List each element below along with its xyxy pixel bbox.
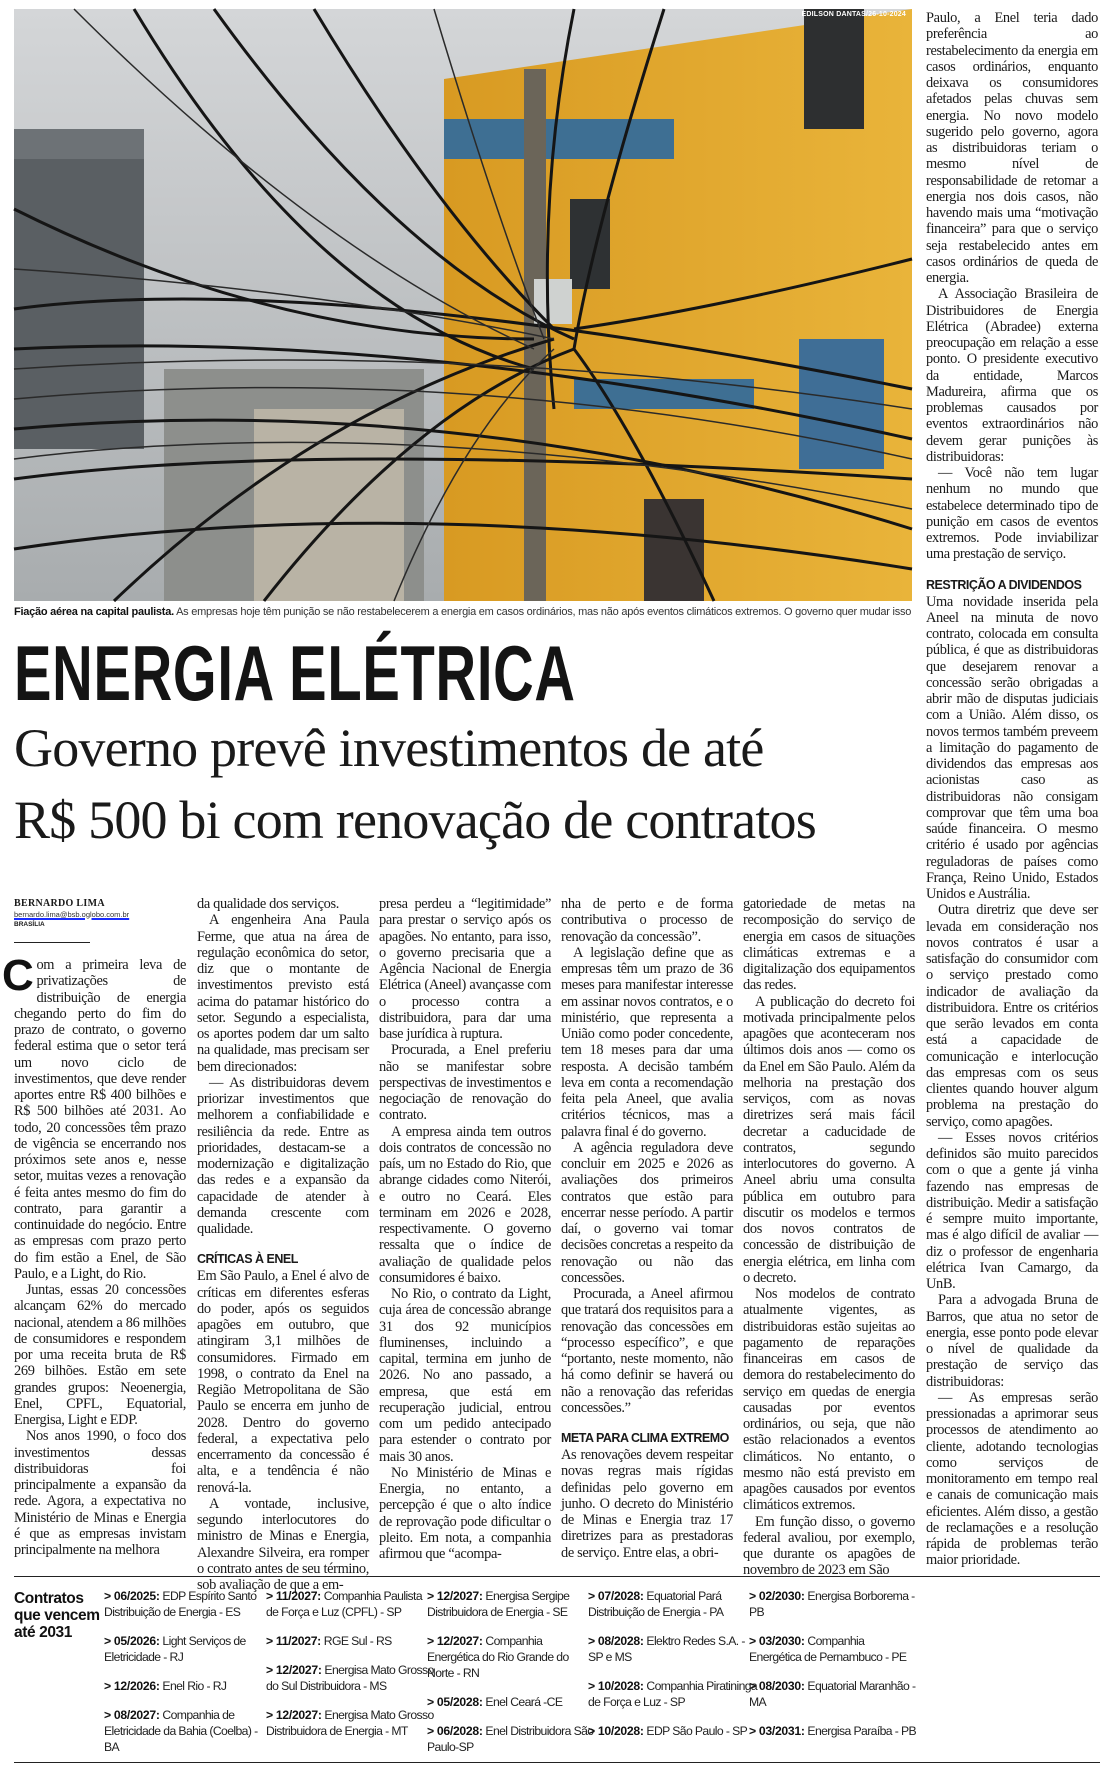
- contract-date: > 08/2028:: [588, 1634, 644, 1648]
- caption-bold: Fiação aérea na capital paulista.: [14, 606, 174, 618]
- box-top-divider: [14, 1576, 1100, 1577]
- article-paragraph: [743, 1514, 915, 1579]
- article-paragraph: [197, 1268, 369, 1496]
- contract-item: [104, 1633, 274, 1665]
- contract-item: [266, 1633, 436, 1649]
- article-paragraph: [926, 286, 1098, 465]
- paragraph-text: Paulo, a Enel teria dado preferência ao restabelecimento da energia em casos ordinários, enquanto deixava os consumidores afetados pelas chuvas sem energia. No novo modelo sugerido pelo governo, agora as distribuidoras teriam o mesmo nível de responsabilidade de retomar a energia nos dois casos, não havendo mais uma “motivação financeira” para que o serviço seja restabelecido antes em casos ordinários de queda de energia.: [926, 10, 1098, 286]
- article-paragraph: [379, 1124, 551, 1287]
- contract-company: Equatorial Pará Distribuição de Energia - PA: [588, 1589, 724, 1619]
- paragraph-text: No Rio, o contrato da Light, cuja área de concessão abrange 31 dos 92 municípios fluminenses, incluindo a capital, termina em junho de 2026. No ano passado, a empresa, que está em recuperação judicial, entrou com um pedido antecipado para estender o contrato por mais 30 anos.: [379, 1286, 551, 1465]
- paragraph-text: om a primeira leva de privatizações de distribuição de energia chegando perto do fim do prazo de contrato, o governo federal estima que o setor terá um novo ciclo de investimentos, que deve render aportes entre R$ 400 bilhões e R$ 500 bilhões até 2031. Ao todo, 20 concessões têm prazo de vigência se encerrando nos próximos sete anos e, nesse setor, muitas vezes a renovação é feita antes mesmo do fim do contrato, para garantir a continuidade do negócio. Entre as empresas com prazo perto do fim estão a Enel, de São Paulo, e a Light, do Rio.: [14, 957, 186, 1282]
- contract-item: [427, 1723, 597, 1755]
- contract-date: > 11/2027:: [266, 1634, 321, 1648]
- contract-company: Light Serviços de Eletricidade - RJ: [104, 1634, 246, 1664]
- paragraph-text: Em função disso, o governo federal avaliou, por exemplo, que durante os apagões de novembro de 2023 em São: [743, 1513, 915, 1579]
- contract-item: [266, 1662, 436, 1694]
- contract-item: [427, 1633, 597, 1681]
- contract-company: Companhia Energética de Pernambuco - PE: [749, 1634, 907, 1664]
- paragraph-text: Procurada, a Aneel afirmou que tratará dos requisitos para a renovação das concessões em “processo específico”, e que “portanto, neste momento, não há como definir se haverá ou não a renovação das referidas concessões.”: [561, 1286, 733, 1416]
- paragraph-text: Uma novidade inserida pela Aneel na minuta de novo contrato, colocada em consulta pública, é que as distribuidoras que desejarem renovar a concessão serão obrigadas a abrir mão de disputas judiciais com a União. Além disso, os novos termos também preveem a limitação do pagamento de dividendos das empresas aos acionistas caso as distribuidoras não consigam comprovar que têm uma boa saúde financeira. O mesmo critério é usado por agências reguladoras de países como França, Reino Unido, Estados Unidos e Austrália.: [926, 593, 1098, 902]
- article-paragraph: [379, 1286, 551, 1465]
- headline-line-2: R$ 500 bi com renovação de contratos: [14, 790, 816, 850]
- contract-company: Elektro Redes S.A. - SP e MS: [588, 1634, 745, 1664]
- paragraph-text: Procurada, a Enel preferiu não se manifestar sobre perspectivas de investimentos e negociação de renovação do contrato.: [379, 1042, 551, 1124]
- paragraph-text: A empresa ainda tem outros dois contratos de concessão no país, um no Estado do Rio, que abrange cidades como Niterói, e outro no Ceará. Eles terminam em 2026 e 2028, respectivamente. O governo ressalta que o índice de avaliação de qualidade pelos consumidores é baixo.: [379, 1123, 551, 1286]
- contract-date: > 05/2026:: [104, 1634, 160, 1648]
- contract-item: [749, 1588, 919, 1620]
- article-paragraph: [197, 896, 369, 912]
- paragraph-text: A vontade, inclusive, segundo interlocutores do ministro de Minas e Energia, Alexandre Silveira, era romper o contrato antes de seu término, sob avaliação de que a em-: [197, 1495, 369, 1593]
- contracts-column: [749, 1588, 919, 1739]
- article-paragraph: [379, 896, 551, 1042]
- contract-date: > 03/2031:: [749, 1724, 805, 1738]
- paragraph-text: Nos anos 1990, o foco dos investimentos dessas distribuidoras foi principalmente a expansão da rede. Agora, a expectativa no Ministério de Minas e Energia é que as empresas invistam principalmente na melhora: [14, 1428, 186, 1558]
- contracts-column: [588, 1588, 758, 1739]
- contract-item: [588, 1723, 758, 1739]
- article-paragraph: [743, 1286, 915, 1514]
- paragraph-text: nha de perto e de forma contributiva o processo de renovação da concessão”.: [561, 896, 733, 945]
- article-paragraph: [926, 594, 1098, 903]
- contract-company: Energisa Paraíba - PB: [804, 1724, 917, 1738]
- photo-overhead-wiring: [14, 9, 912, 601]
- article-column-5: [743, 896, 915, 1579]
- contract-item: [749, 1723, 919, 1739]
- paragraph-text: — Esses novos critérios definidos são muito parecidos com o que a gente já vinha fazendo nas empresas de distribuição. Medir a satisfação é sempre muito importante, mas é algo difícil de avaliar — diz o professor de engenharia elétrica Ivan Camargo, da UnB.: [926, 1129, 1098, 1292]
- paragraph-text: A agência reguladora deve concluir em 2025 e 2026 as avaliações dos primeiros contratos que estão para encerrar nesse período. A partir daí, o governo vai tomar decisões concretas a respeito da renovação ou não das concessões.: [561, 1139, 733, 1286]
- article-column-1: [2, 951, 186, 1569]
- article-paragraph: [197, 1496, 369, 1594]
- author-email-link[interactable]: bernardo.lima@bsb.oglobo.com.br: [14, 910, 130, 919]
- article-column-6: [926, 10, 1098, 1570]
- contract-company: RGE Sul - RS: [320, 1634, 392, 1648]
- contract-date: > 10/2028:: [588, 1724, 644, 1738]
- contract-date: > 08/2030:: [749, 1679, 805, 1693]
- paragraph-text: Em São Paulo, a Enel é alvo de críticas em diferentes esferas do poder, após os seguidos apagões em outubro, que atingiram 3,1 milhões de consumidores. Firmado em 1998, o contrato da Enel na Região Metropolitana de São Paulo se encerra em junho de 2028. Dentro do governo federal, a expectativa pelo encerramento da concessão é alta, e a tendência é não renová-la.: [197, 1268, 369, 1496]
- paragraph-text: gatoriedade de metas na recomposição do serviço de energia em casos de situações climáticas extremas e a digitalização dos equipamentos das redes.: [743, 896, 915, 994]
- article-paragraph: [14, 1428, 186, 1558]
- contract-company: Enel Ceará -CE: [482, 1695, 563, 1709]
- article-column-4: [561, 896, 733, 1569]
- contract-date: > 12/2026:: [104, 1679, 160, 1693]
- article-paragraph: [561, 1286, 733, 1416]
- contract-company: Energisa Borborema - PB: [749, 1589, 915, 1619]
- contract-item: [104, 1707, 274, 1755]
- paragraph-text: — Você não tem lugar nenhum no mundo que estabelece determinado tipo de punição em casos de eventos extremos. Pode inviabilizar uma prestação de serviço.: [926, 465, 1098, 563]
- contract-item: [427, 1694, 597, 1710]
- contract-item: [588, 1678, 758, 1710]
- contract-date: > 06/2028:: [427, 1724, 483, 1738]
- photo-credit: EDILSON DANTAS/26-10-2024: [801, 11, 906, 18]
- paragraph-text: presa perdeu a “legitimidade” para prestar o serviço após os apagões. No entanto, para isso, o governo precisaria que a Agência Nacional de Energia Elétrica (Aneel) avançasse com o processo contra a distribuidora, para dar uma base jurídica à ruptura.: [379, 896, 551, 1042]
- contracts-column: [427, 1588, 597, 1755]
- contract-date: > 10/2028:: [588, 1679, 644, 1693]
- article-paragraph: [561, 896, 733, 945]
- article-paragraph: [379, 1042, 551, 1123]
- article-column-2: [197, 896, 369, 1593]
- contract-item: [749, 1633, 919, 1665]
- paragraph-text: Nos modelos de contrato atualmente vigentes, as distribuidoras estão sujeitas ao pagamento de reparações financeiras em casos de demora do restabelecimento do serviço em quedas de energia causadas por eventos ordinários, ou seja, que não estão relacionados a eventos climáticos. No entanto, o mesmo não está previsto em apagões causados por eventos climáticos extremos.: [743, 1286, 915, 1514]
- article-paragraph: [926, 902, 1098, 1130]
- contract-company: EDP São Paulo - SP: [643, 1724, 748, 1738]
- byline: [14, 898, 186, 943]
- contract-date: > 12/2027:: [427, 1634, 483, 1648]
- section-subheading: META PARA CLIMA EXTREMO: [561, 1431, 729, 1445]
- paragraph-text: A publicação do decreto foi motivada principalmente pelos apagões que aconteceram nos últimos dois anos — como os da Enel em São Paulo. Além da melhoria na prestação dos serviços, com as novas diretrizes será mais fácil decretar a caducidade de contratos, segundo interlocutores do governo. A Aneel abriu uma consulta pública em outubro para discutir os modelos e termos dos novos contratos de concessão de distribuição de energia elétrica, em linha com o decreto.: [743, 993, 915, 1286]
- paragraph-text: Para a advogada Bruna de Barros, que atua no setor de energia, esse ponto pode elevar o nível de qualidade da prestação de serviço das distribuidoras:: [926, 1292, 1098, 1390]
- paragraph-text: A legislação define que as empresas têm um prazo de 36 meses para manifestar interesse em assinar novos contratos, e o ministério, que representa a União como poder concedente, tem 18 meses para dar uma resposta. A decisão também leva em conta a recomendação feita pela Aneel, que avalia critérios técnicos, mas a palavra final é do governo.: [561, 944, 733, 1140]
- section-kicker: ENERGIA ELÉTRICA: [14, 629, 576, 717]
- section-subheading: CRÍTICAS À ENEL: [197, 1252, 298, 1267]
- contract-date: > 02/2030:: [749, 1589, 805, 1603]
- contract-date: > 07/2028:: [588, 1589, 644, 1603]
- contract-item: [266, 1588, 436, 1620]
- contract-item: [427, 1588, 597, 1620]
- contracts-expiring-box: [14, 1588, 1100, 1758]
- box-title: Contratos que vencem até 2031: [14, 1590, 100, 1641]
- paragraph-text: A Associação Brasileira de Distribuidores de Energia Elétrica (Abradee) externa preocupação em relação a esse ponto. O presidente executivo da entidade, Marcos Madureira, afirma que os problemas causados por eventos extraordinários não devem gerar punições às distribuidoras:: [926, 286, 1098, 465]
- contract-date: > 11/2027:: [266, 1589, 321, 1603]
- paragraph-text: — As empresas serão pressionadas a aprimorar seus processos de atendimento ao cliente, adotando tecnologias como serviços de monitoramento em tempo real e canais de comunicação mais eficientes. Além disso, a gestão de reclamações e a resolução rápida de problemas terão maior prioridade.: [926, 1389, 1098, 1569]
- contract-date: > 12/2027:: [266, 1708, 322, 1722]
- contract-company: Energisa Sergipe Distribuidora de Energia - SE: [427, 1589, 570, 1619]
- article-paragraph: [197, 912, 369, 1075]
- article-paragraph: [561, 945, 733, 1140]
- contract-date: > 05/2028:: [427, 1695, 483, 1709]
- article-paragraph: [926, 1390, 1098, 1569]
- contract-date: > 08/2027:: [104, 1708, 160, 1722]
- contract-item: [588, 1633, 758, 1665]
- paragraph-text: — As distribuidoras devem priorizar investimentos que melhorem a confiabilidade e resiliência da rede. Entre as prioridades, destacam-se a modernização e digitalização das redes e a expansão da capacidade de atender à demanda crescente com qualidade.: [197, 1074, 369, 1237]
- contract-item: [749, 1678, 919, 1710]
- paragraph-text: No Ministério de Minas e Energia, no entanto, a percepção é que o alto índice de reprovação pode dificultar o pleito. Em nota, a companhia afirmou que “acompa-: [379, 1464, 551, 1562]
- drop-cap: C: [2, 951, 34, 1000]
- article-photo: [14, 9, 912, 601]
- article-paragraph: [743, 896, 915, 994]
- article-paragraph: [561, 1140, 733, 1286]
- byline-divider: [14, 942, 90, 943]
- author-name: BERNARDO LIMA: [14, 898, 105, 909]
- contract-item: [266, 1707, 436, 1739]
- article-paragraph: [197, 1075, 369, 1238]
- article-paragraph: [14, 1282, 186, 1428]
- article-paragraph: [743, 994, 915, 1287]
- contract-company: Equatorial Maranhão - MA: [749, 1679, 916, 1709]
- contract-item: [104, 1678, 274, 1694]
- dateline-city: BRASÍLIA: [14, 921, 45, 928]
- box-bottom-divider: [14, 1762, 1100, 1763]
- contract-item: [104, 1588, 274, 1620]
- contract-date: > 12/2027:: [266, 1663, 322, 1677]
- article-paragraph: [926, 1130, 1098, 1293]
- contract-company: Companhia Energética do Rio Grande do Norte - RN: [427, 1634, 569, 1680]
- article-column-3: [379, 896, 551, 1569]
- contract-date: > 12/2027:: [427, 1589, 483, 1603]
- section-subheading: RESTRIÇÃO A DIVIDENDOS: [926, 577, 1082, 592]
- photo-caption: [14, 606, 914, 618]
- article-paragraph: [926, 10, 1098, 286]
- contract-item: [588, 1588, 758, 1620]
- contract-date: > 03/2030:: [749, 1634, 805, 1648]
- paragraph-text: Outra diretriz que deve ser levada em consideração nos novos contratos é usar a satisfação do consumidor com o serviço prestado como indicador de avaliação da distribuidora. Entre os critérios que serão levados em conta está a capacidade de comunicação e interlocução das empresas com os seus clientes quando houver algum problema na prestação do serviço, como apagões.: [926, 902, 1098, 1130]
- article-paragraph: [926, 1292, 1098, 1390]
- article-paragraph: [379, 1465, 551, 1563]
- paragraph-text: A engenheira Ana Paula Ferme, que atua na área de regulação econômica do setor, diz que o montante de investimentos previsto está acima do patamar histórico do setor. Segundo a especialista, os aportes podem dar um salto na qualidade, mas precisam ser bem direcionados:: [197, 912, 369, 1075]
- article-paragraph: [2, 951, 186, 1282]
- page-title: [14, 712, 914, 856]
- contract-company: Enel Rio - RJ: [159, 1679, 227, 1693]
- article-paragraph: [561, 1447, 733, 1561]
- paragraph-text: Juntas, essas 20 concessões alcançam 62% do mercado nacional, atendem a 86 milhões de consumidores e respondem por uma receita bruta de R$ 269 bilhões. Estão em sete grandes grupos: Neoenergia, Enel, CPFL, Equatorial, Energisa, Light e EDP.: [14, 1282, 186, 1428]
- contract-company: Energisa Mato Grosso Distribuidora de Energia - MT: [266, 1708, 434, 1738]
- contract-company: EDP Espírito Santo Distribuição de Energia - ES: [104, 1589, 257, 1619]
- article-paragraph: [926, 465, 1098, 563]
- contract-company: Companhia Paulista de Força e Luz (CPFL) - SP: [266, 1589, 423, 1619]
- contract-company: Energisa Mato Grosso do Sul Distribuidora - MS: [266, 1663, 434, 1693]
- paragraph-text: da qualidade dos serviços.: [197, 896, 339, 912]
- contract-company: Enel Distribuidora São Paulo-SP: [427, 1724, 594, 1754]
- contract-company: Companhia de Eletricidade da Bahia (Coelba) - BA: [104, 1708, 258, 1754]
- contract-date: > 06/2025:: [104, 1589, 160, 1603]
- caption-text: As empresas hoje têm punição se não restabelecerem a energia em casos ordinários, mas não após eventos climáticos extremos. O governo quer mudar isso: [173, 606, 912, 618]
- headline-line-1: Governo prevê investimentos de até: [14, 718, 764, 778]
- paragraph-text: As renovações devem respeitar novas regras mais rígidas definidas pelo governo em junho. O decreto do Ministério de Minas e Energia traz 17 diretrizes para as prestadoras de serviço. Entre elas, a obri-: [561, 1447, 733, 1561]
- contracts-column: [104, 1588, 274, 1755]
- contracts-column: [266, 1588, 436, 1739]
- contract-company: Companhia Piratininga de Força e Luz - SP: [588, 1679, 758, 1709]
